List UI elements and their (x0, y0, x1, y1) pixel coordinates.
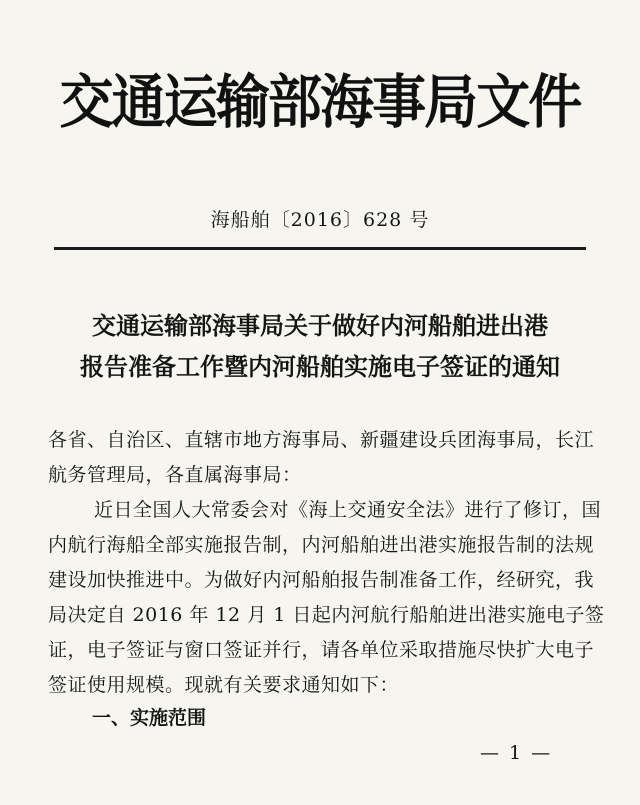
paragraph-line-4: 局决定自 2016 年 12 月 1 日起内河航行船舶进出港实施电子签 (48, 604, 605, 626)
header-divider-rule (54, 247, 586, 250)
document-number: 海船舶〔2016〕628 号 (210, 209, 430, 231)
paragraph-line-3: 建设加快推进中。为做好内河船舶报告制准备工作，经研究，我 (48, 569, 595, 591)
issuer-header-title: 交通运输部海事局文件 (59, 68, 581, 136)
page-number: — 1 — (480, 742, 553, 764)
paragraph-line-5: 证，电子签证与窗口签证并行，请各单位采取措施尽快扩大电子 (48, 639, 595, 661)
notice-title-line-2: 报告准备工作暨内河船舶实施电子签证的通知 (80, 353, 560, 381)
recipient-line-1: 各省、自治区、直辖市地方海事局、新疆建设兵团海事局，长江 (48, 429, 595, 451)
section-heading: 一、实施范围 (92, 707, 207, 729)
paragraph-line-2: 内航行海船全部实施报告制，内河船舶进出港实施报告制的法规 (48, 534, 595, 556)
paragraph-line-1: 近日全国人大常委会对《海上交通安全法》进行了修订，国 (94, 499, 602, 521)
notice-title-line-1: 交通运输部海事局关于做好内河船舶进出港 (92, 312, 548, 340)
recipient-line-2: 航务管理局，各直属海事局： (48, 464, 302, 486)
paragraph-line-6: 签证使用规模。现就有关要求通知如下： (48, 674, 400, 696)
